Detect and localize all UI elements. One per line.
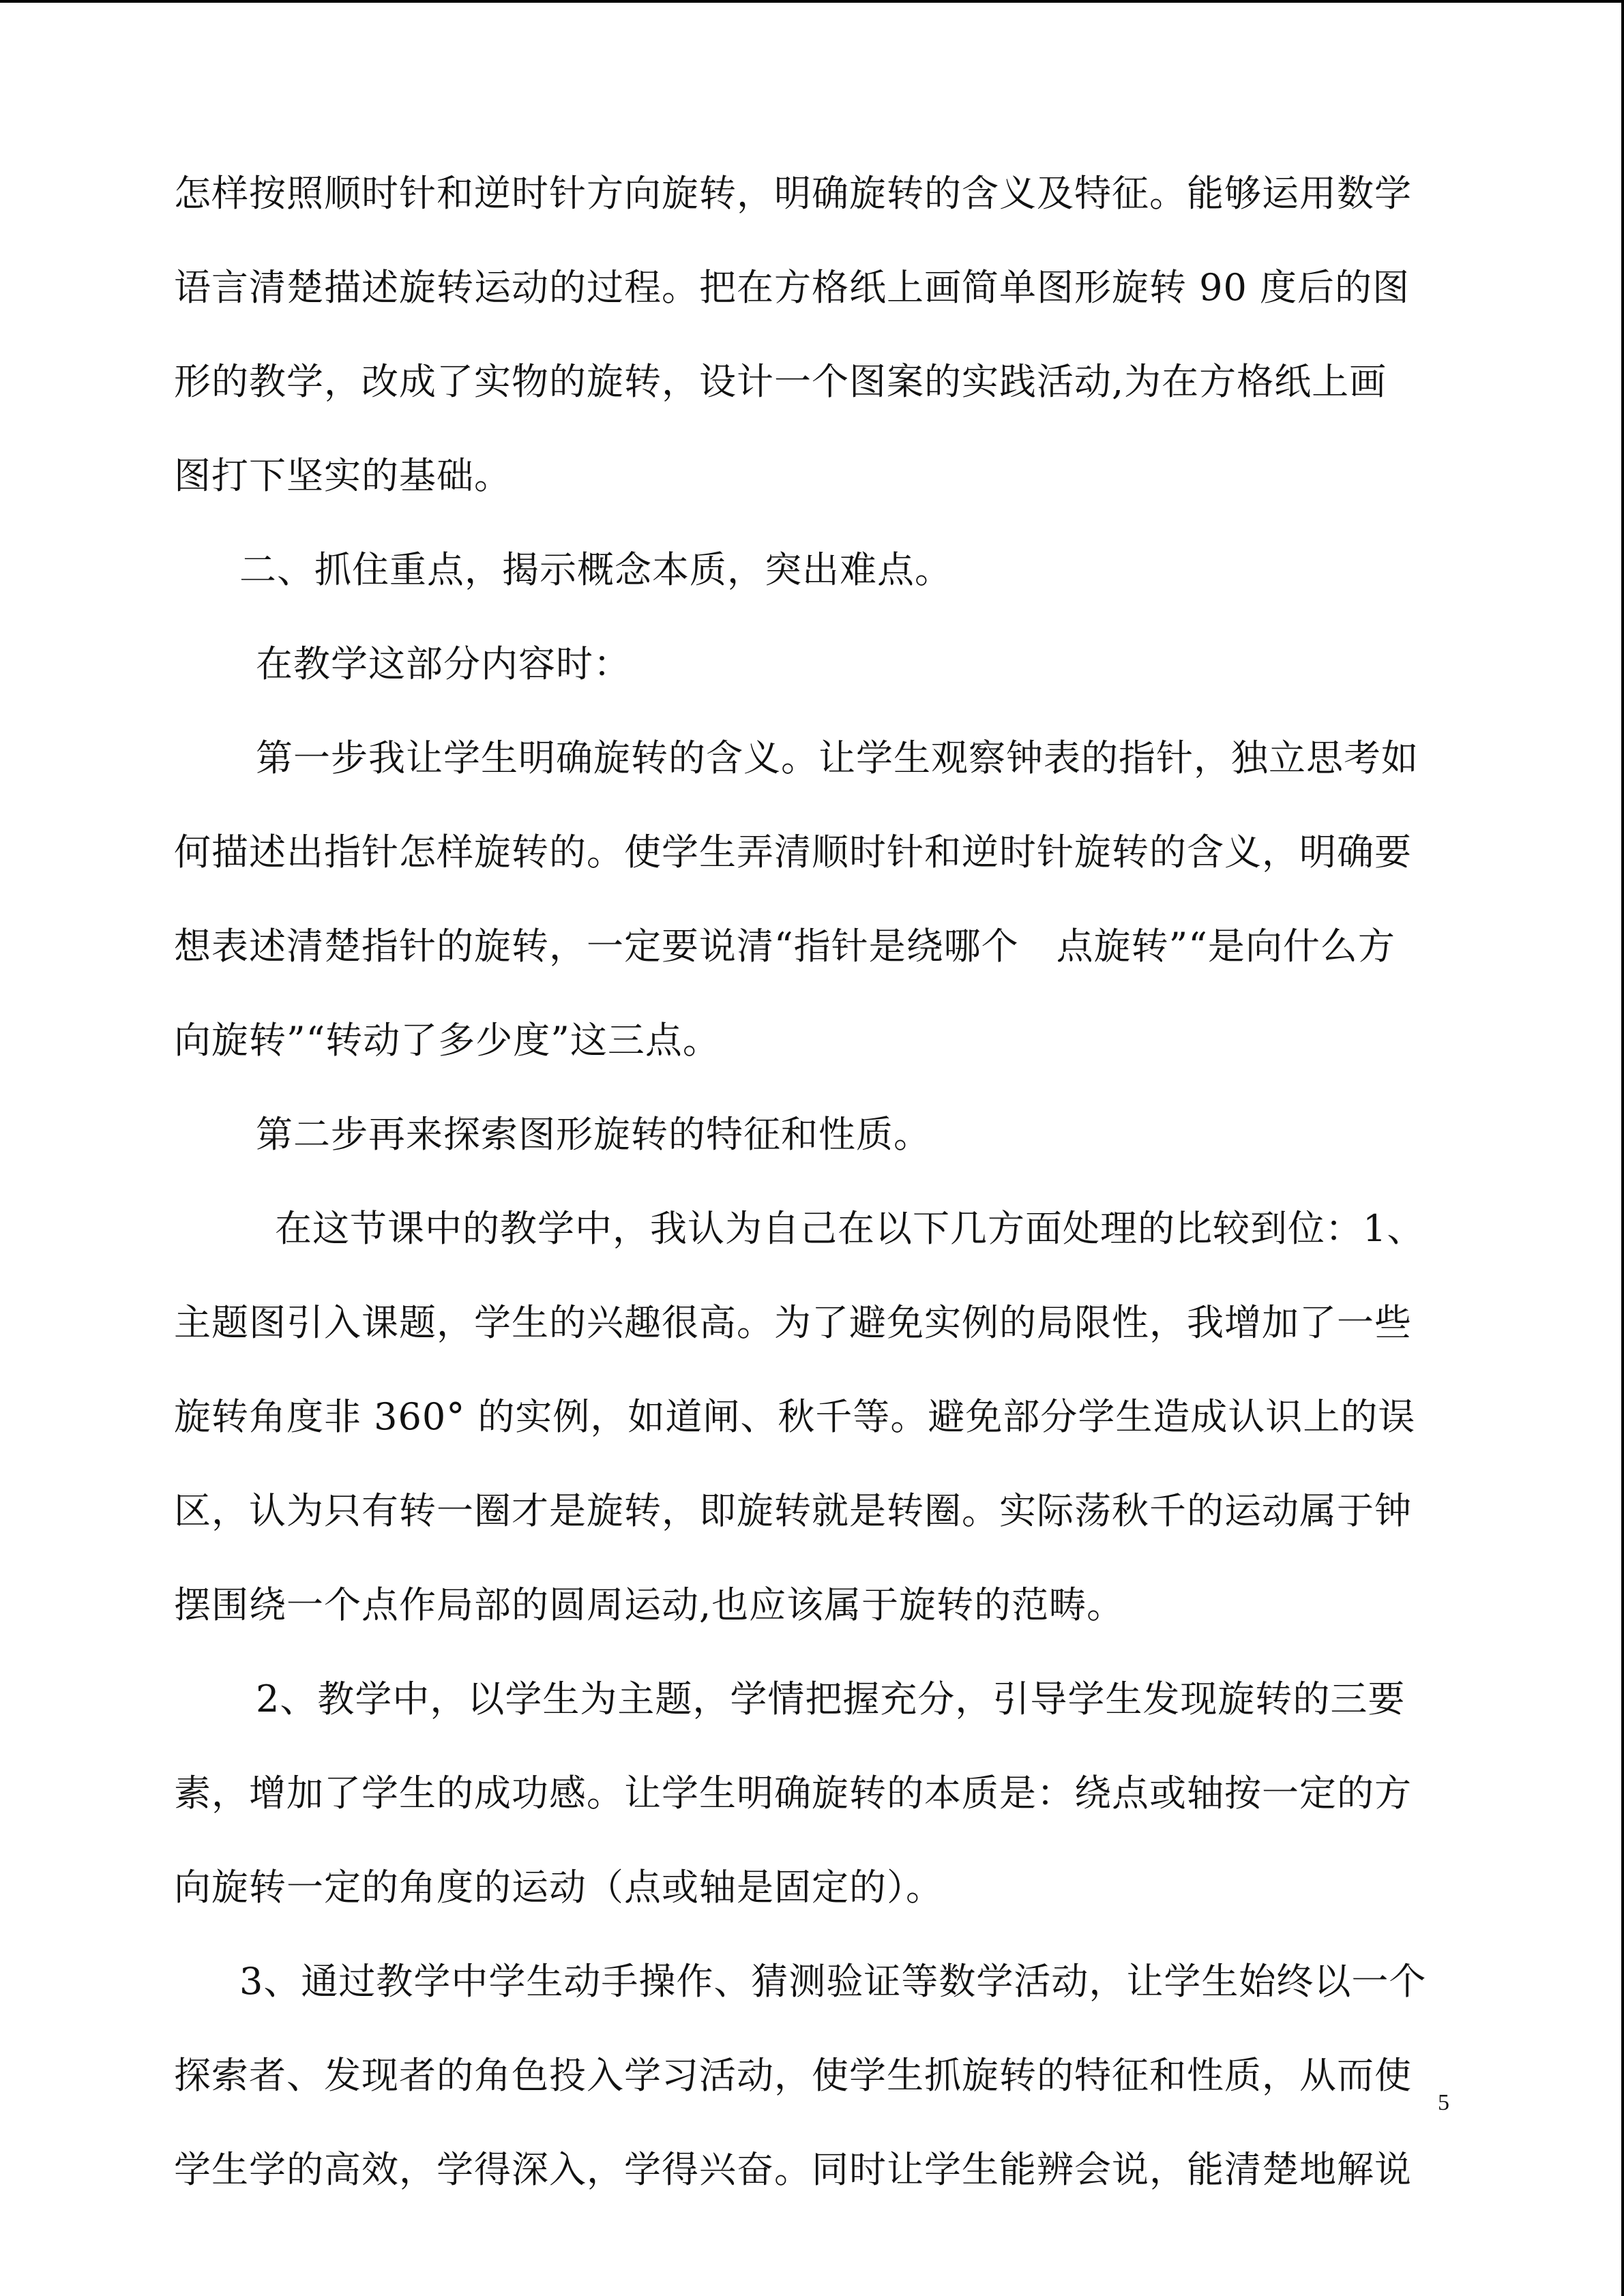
text-line: 怎样按照顺时针和逆时针方向旋转，明确旋转的含义及特征。能够运用数学: [174, 172, 1412, 215]
document-body: [174, 147, 1456, 2217]
text-line: 图打下坚实的基础。: [174, 454, 512, 497]
page-number: 5: [1438, 2090, 1449, 2115]
page-top-border: [0, 0, 1624, 3]
text-line: 素，增加了学生的成功感。让学生明确旋转的本质是：绕点或轴按一定的方: [174, 1772, 1412, 1815]
text-line: 旋转角度非 360° 的实例，如道闸、秋千等。避免部分学生造成认识上的误: [174, 1395, 1416, 1438]
page-right-border: [1621, 0, 1624, 2296]
section-heading: 二、抓住重点，揭示概念本质，突出难点。: [239, 548, 952, 591]
text-line: 主题图引入课题，学生的兴趣很高。为了避免实例的局限性，我增加了一些: [174, 1301, 1412, 1344]
text-line: 在教学这部分内容时：: [256, 642, 631, 685]
text-line: 在这节课中的教学中，我认为自己在以下几方面处理的比较到位：1、: [275, 1207, 1425, 1250]
text-line: 向旋转一定的角度的运动（点或轴是固定的）。: [174, 1866, 943, 1909]
text-line: 学生学的高效，学得深入，学得兴奋。同时让学生能辨会说，能清楚地解说: [174, 2148, 1412, 2191]
text-line: 何描述出指针怎样旋转的。使学生弄清顺时针和逆时针旋转的含义，明确要: [174, 831, 1412, 874]
text-line: 第一步我让学生明确旋转的含义。让学生观察钟表的指针，独立思考如: [256, 736, 1419, 779]
text-line: 向旋转”“转动了多少度”这三点。: [174, 1019, 720, 1062]
text-line: 形的教学，改成了实物的旋转，设计一个图案的实践活动,为在方格纸上画: [174, 360, 1387, 403]
text-line: 3、通过教学中学生动手操作、猜测验证等数学活动，让学生始终以一个: [239, 1960, 1427, 2003]
text-line: 摆围绕一个点作局部的圆周运动,也应该属于旋转的范畴。: [174, 1583, 1125, 1626]
text-line: 想表述清楚指针的旋转，一定要说清“指针是绕哪个 点旋转”“是向什么方: [174, 925, 1396, 968]
text-line: 语言清楚描述旋转运动的过程。把在方格纸上画简单图形旋转 90 度后的图: [174, 266, 1411, 309]
text-line: 探索者、发现者的角色投入学习活动，使学生抓旋转的特征和性质，从而使: [174, 2054, 1412, 2097]
text-line: 2、教学中，以学生为主题，学情把握充分，引导学生发现旋转的三要: [256, 1678, 1406, 1720]
text-line: 第二步再来探索图形旋转的特征和性质。: [256, 1113, 931, 1156]
text-line: 区，认为只有转一圈才是旋转，即旋转就是转圈。实际荡秋千的运动属于钟: [174, 1489, 1412, 1532]
